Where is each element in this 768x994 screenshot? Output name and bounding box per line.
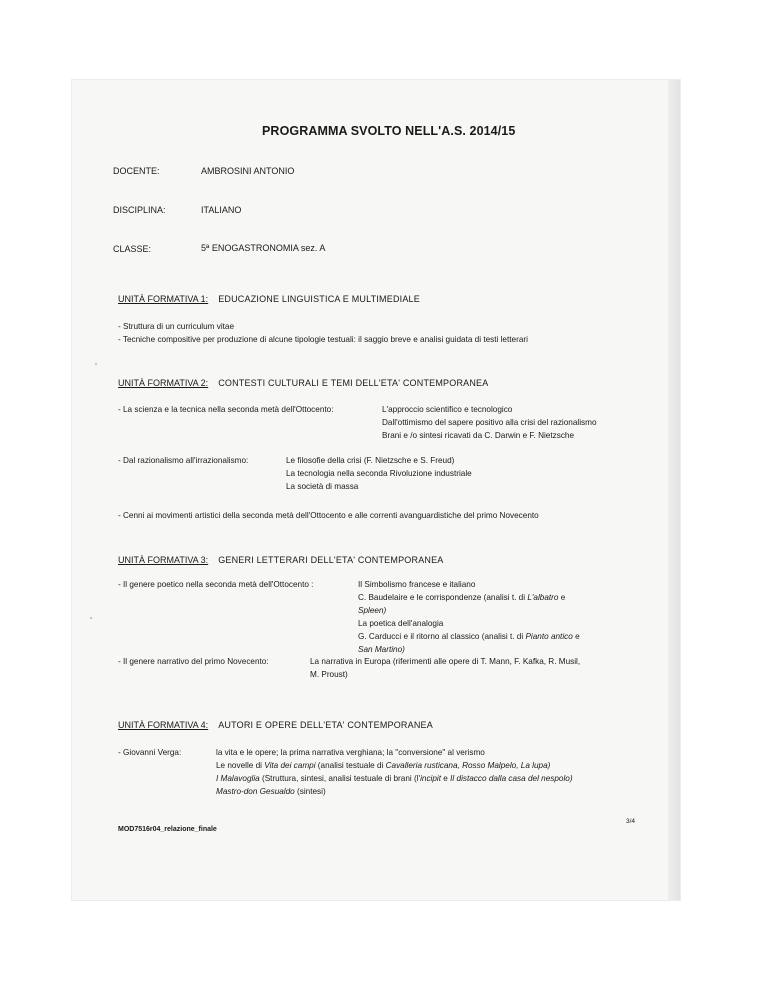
unit-2-label: UNITÀ FORMATIVA 2: <box>118 378 209 388</box>
scan-speck <box>95 363 97 365</box>
unit-2-line: La tecnologia nella seconda Rivoluzione industriale <box>286 469 472 478</box>
unit-4-label: UNITÀ FORMATIVA 4: <box>118 720 209 730</box>
unit-4-line: Mastro-don Gesualdo (sintesi) <box>216 787 326 796</box>
unit-1-title: EDUCAZIONE LINGUISTICA E MULTIMEDIALE <box>218 294 420 304</box>
docente-label: DOCENTE: <box>113 166 160 176</box>
scan-speck <box>90 617 92 619</box>
unit-4-heading <box>118 720 433 730</box>
unit-3-line: La narrativa in Europa (riferimenti alle opere di T. Mann, F. Kafka, R. Musil, <box>310 657 581 666</box>
disciplina-value: ITALIANO <box>201 205 242 215</box>
unit-3-heading <box>118 555 444 565</box>
unit-2-line: - Cenni ai movimenti artistici della seconda metà dell'Ottocento e alle correnti avanguardistiche del primo Novecento <box>118 511 539 520</box>
unit-4-title: AUTORI E OPERE DELL'ETA' CONTEMPORANEA <box>218 720 433 730</box>
unit-4-line: Le novelle di Vita dei campi (analisi testuale di Cavalleria rusticana, Rosso Malpelo, La lupa) <box>216 761 551 770</box>
unit-4-line: I Malavoglia (Struttura, sintesi, analisi testuale di brani (l'incipit e Il distacco dalla casa del nespolo) <box>216 774 573 783</box>
unit-2-line: Brani e /o sintesi ricavati da C. Darwin e F. Nietzsche <box>382 431 575 440</box>
unit-2-line: Dall'ottimismo del sapere positivo alla crisi del razionalismo <box>382 418 597 427</box>
unit-2-line: Le filosofie della crisi (F. Nietzsche e S. Freud) <box>286 456 455 465</box>
unit-3-title: GENERI LETTERARI DELL'ETA' CONTEMPORANEA <box>218 555 444 565</box>
unit-2-line: La società di massa <box>286 482 359 491</box>
docente-value: AMBROSINI ANTONIO <box>201 166 295 176</box>
unit-3-line: M. Proust) <box>310 670 348 679</box>
page-edge-shadow <box>668 80 680 900</box>
unit-3-line: Il Simbolismo francese e italiano <box>358 580 476 589</box>
unit-1-line: - Tecniche compositive per produzione di alcune tipologie testuali: il saggio breve e analisi guidata di testi letterari <box>118 335 528 344</box>
unit-3-line: La poetica dell'analogia <box>358 619 444 628</box>
unit-3-line: Spleen) <box>358 606 387 615</box>
unit-3-line: C. Baudelaire e le corrispondenze (analisi t. di L'albatro e <box>358 593 566 602</box>
unit-1-heading <box>118 294 420 304</box>
unit-2-title: CONTESTI CULTURALI E TEMI DELL'ETA' CONTEMPORANEA <box>218 378 489 388</box>
page-number: 3/4 <box>626 818 636 825</box>
unit-4-line: - Giovanni Verga: <box>118 748 182 757</box>
unit-2-heading <box>118 378 488 388</box>
unit-2-line: - La scienza e la tecnica nella seconda metà dell'Ottocento: <box>118 405 334 414</box>
unit-2-line: L'approccio scientifico e tecnologico <box>382 405 513 414</box>
unit-3-line: G. Carducci e il ritorno al classico (analisi t. di Pianto antico e <box>358 632 580 641</box>
unit-3-label: UNITÀ FORMATIVA 3: <box>118 555 209 565</box>
unit-4-line: la vita e le opere; la prima narrativa verghiana; la "conversione" al verismo <box>216 748 485 757</box>
unit-3-line: San Martino) <box>358 645 405 654</box>
classe-value: 5ª ENOGASTRONOMIA sez. A <box>201 243 326 253</box>
unit-1-label: UNITÀ FORMATIVA 1: <box>118 294 209 304</box>
footer-code: MOD7516r04_relazione_finale <box>118 826 217 833</box>
unit-3-line: - Il genere poetico nella seconda metà dell'Ottocento : <box>118 580 314 589</box>
page-title: PROGRAMMA SVOLTO NELL'A.S. 2014/15 <box>262 124 516 138</box>
unit-3-line: - Il genere narrativo del primo Novecento: <box>118 657 269 666</box>
classe-label: CLASSE: <box>113 244 152 254</box>
disciplina-label: DISCIPLINA: <box>113 205 166 215</box>
unit-2-line: - Dal razionalismo all'irrazionalismo: <box>118 456 249 465</box>
unit-1-line: - Struttura di un curriculum vitae <box>118 322 235 331</box>
